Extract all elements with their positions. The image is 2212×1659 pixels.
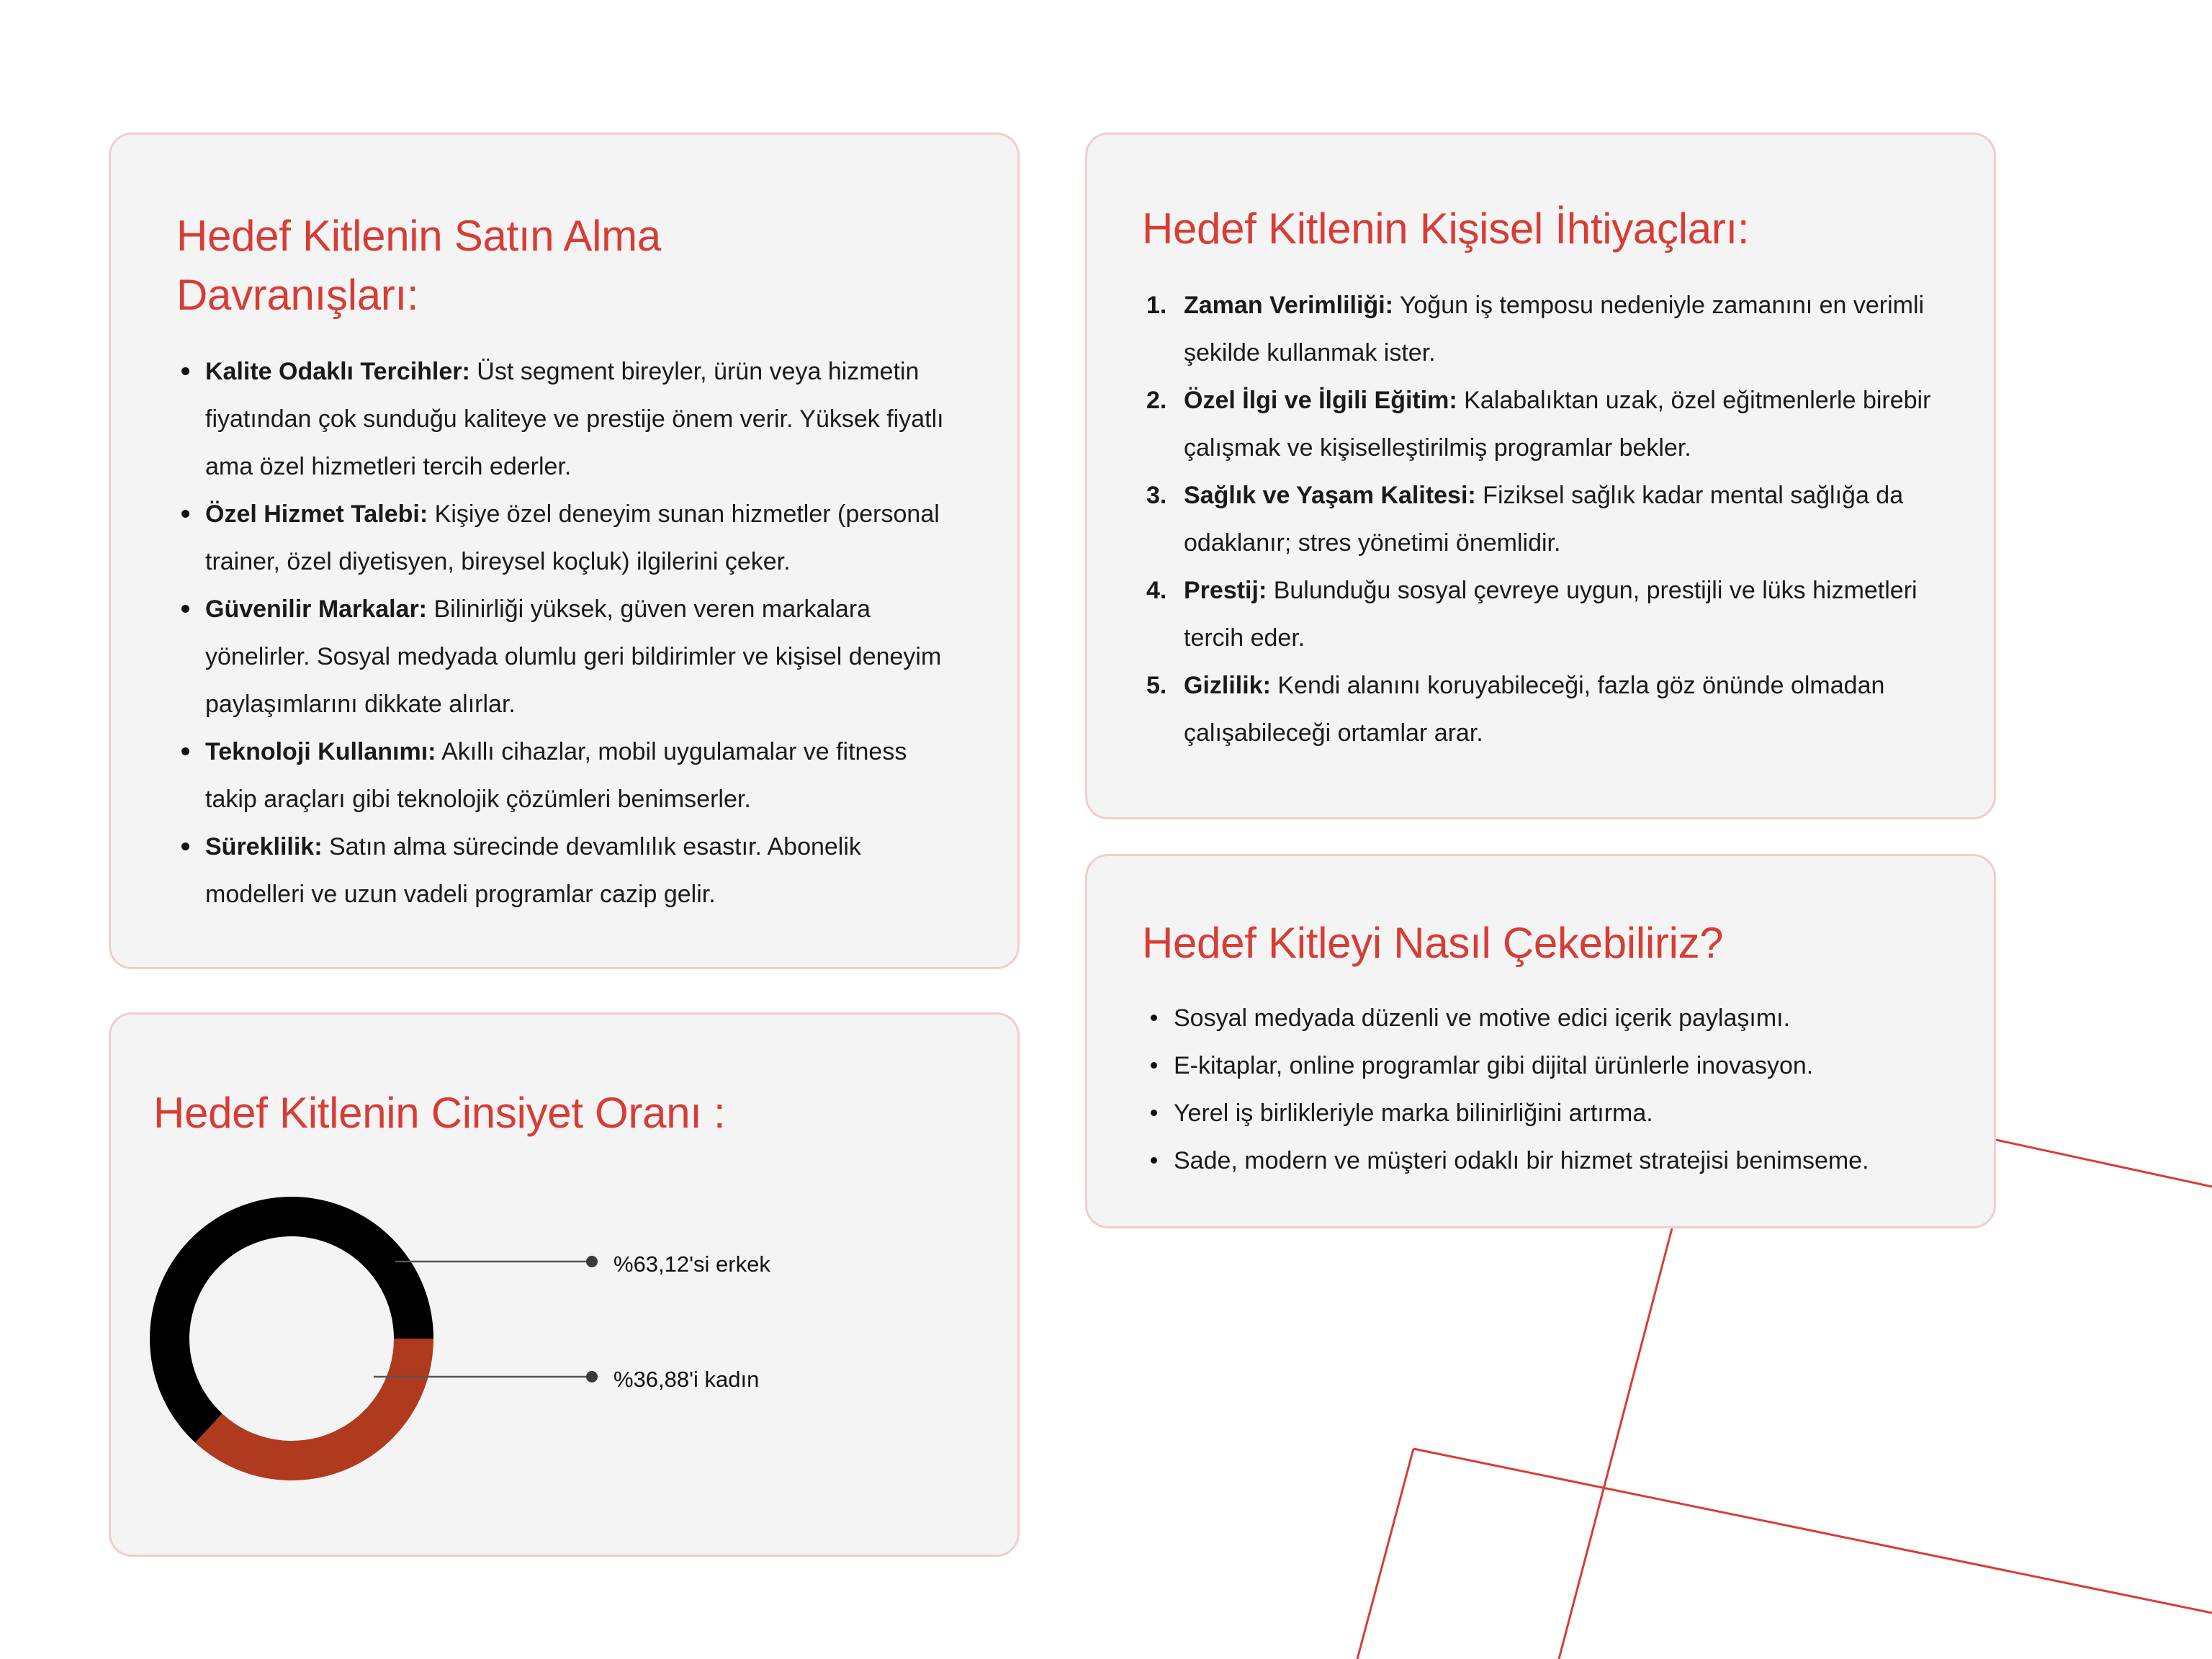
list-item — [179, 728, 956, 823]
personal-needs-title: Hedef Kitlenin Kişisel İhtiyaçları: — [1142, 204, 1750, 253]
item-text: Kendi alanını koruyabileceği, fazla göz önünde olmadan çalışabileceği ortamlar arar. — [1184, 672, 1885, 747]
item-text: Kalabalıktan uzak, özel eğitmenlerle birebir çalışmak ve kişiselleştirilmiş programlar bekler. — [1184, 387, 1931, 462]
item-text: Satın alma sürecinde devamlılık esastır. Abonelik modelleri ve uzun vadeli programlar cazip gelir. — [205, 833, 861, 908]
item-number: 3. — [1146, 482, 1167, 509]
item-label: Zaman Verimliliği: — [1184, 292, 1393, 319]
list-item: Yerel iş birlikleriyle marka bilinirliğini artırma. — [1147, 1089, 1961, 1137]
female-percentage-label: %36,88'i kadın — [613, 1367, 760, 1392]
male-percentage-label: %63,12'si erkek — [613, 1251, 770, 1277]
item-number: 1. — [1146, 292, 1167, 319]
item-label: Süreklilik: — [205, 833, 323, 860]
item-text: Yoğun iş temposu nedeniyle zamanını en verimli şekilde kullanmak ister. — [1184, 292, 1925, 367]
item-text: Kişiye özel deneyim sunan hizmetler (personal trainer, özel diyetisyen, bireysel koçluk) ilgilerini çeker. — [205, 500, 940, 575]
item-label: Özel İlgi ve İlgili Eğitim: — [1184, 387, 1457, 414]
attract-audience-list — [1147, 994, 1961, 1184]
item-number: 4. — [1146, 577, 1167, 604]
attract-audience-title: Hedef Kitleyi Nasıl Çekebiliriz? — [1142, 919, 1724, 967]
purchase-behavior-card — [109, 132, 1020, 969]
item-label: Prestij: — [1184, 577, 1267, 604]
list-item — [1146, 377, 1960, 472]
purchase-behavior-list — [179, 348, 956, 918]
attract-audience-card — [1085, 854, 1996, 1228]
gender-donut-chart — [150, 1195, 583, 1504]
item-label: Sağlık ve Yaşam Kalitesi: — [1184, 482, 1476, 509]
list-item — [179, 490, 956, 585]
item-label: Teknoloji Kullanımı: — [205, 738, 436, 765]
list-item — [179, 823, 956, 918]
list-item — [179, 348, 956, 490]
list-item: E-kitaplar, online programlar gibi dijital ürünlerle inovasyon. — [1147, 1042, 1961, 1089]
item-label: Güvenilir Markalar: — [205, 595, 428, 623]
item-text: Bulunduğu sosyal çevreye uygun, prestijli ve lüks hizmetleri tercih eder. — [1184, 577, 1917, 652]
item-text: Fiziksel sağlık kadar mental sağlığa da odaklanır; stres yönetimi önemlidir. — [1184, 482, 1904, 557]
list-item — [179, 585, 956, 728]
personal-needs-card — [1085, 132, 1996, 819]
item-number: 5. — [1146, 672, 1167, 699]
item-number: 2. — [1146, 387, 1167, 414]
leader-dot-female — [586, 1371, 598, 1382]
list-item — [1146, 282, 1960, 377]
gender-ratio-card — [109, 1012, 1020, 1557]
donut-slice-female — [195, 1339, 433, 1480]
list-item: Sade, modern ve müşteri odaklı bir hizmet stratejisi benimseme. — [1147, 1137, 1961, 1184]
list-item — [1146, 472, 1960, 567]
list-item — [1146, 567, 1960, 662]
item-text: Akıllı cihazlar, mobil uygulamalar ve fitness takip araçları gibi teknolojik çözümleri benimserler. — [205, 738, 907, 813]
list-item — [1146, 662, 1960, 757]
item-label: Özel Hizmet Talebi: — [205, 500, 428, 528]
purchase-behavior-title: Hedef Kitlenin Satın Alma Davranışları: — [176, 212, 661, 319]
item-label: Kalite Odaklı Tercihler: — [205, 358, 470, 385]
list-item: Sosyal medyada düzenli ve motive edici içerik paylaşımı. — [1147, 994, 1961, 1042]
leader-dot-male — [586, 1256, 598, 1267]
item-text: Bilinirliği yüksek, güven veren markalara yönelirler. Sosyal medyada olumlu geri bildirimler ve kişisel deneyim paylaşımlarını dikkate alırlar. — [205, 595, 942, 718]
item-text: Üst segment bireyler, ürün veya hizmetin fiyatından çok sunduğu kaliteye ve prestije önem verir. Yüksek fiyatlı ama özel hizmetleri tercih ederler. — [205, 358, 944, 480]
gender-ratio-title: Hedef Kitlenin Cinsiyet Oranı : — [153, 1089, 726, 1137]
item-label: Gizlilik: — [1184, 672, 1271, 699]
personal-needs-list — [1146, 282, 1960, 757]
